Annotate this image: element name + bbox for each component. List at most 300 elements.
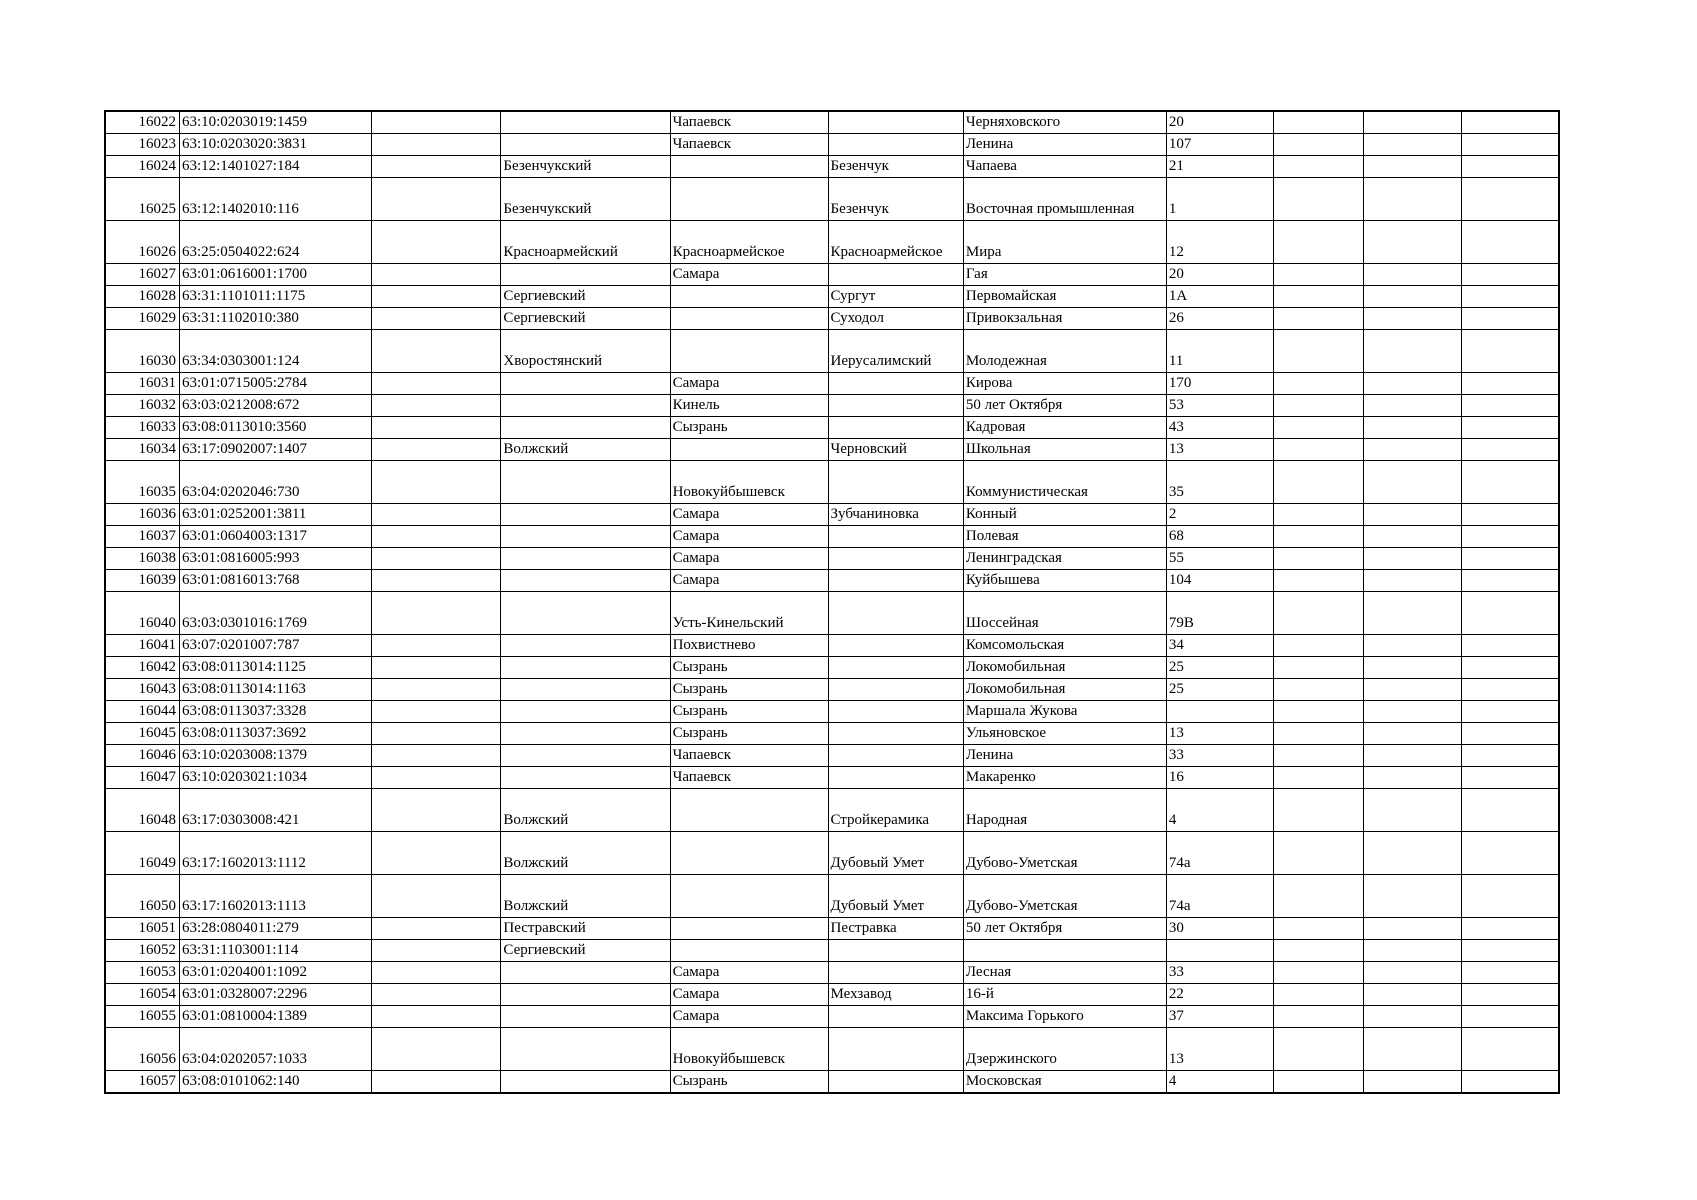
house-cell: 25 xyxy=(1166,657,1273,679)
street-cell: Ульяновское xyxy=(963,723,1166,745)
cadastral-number-cell: 63:12:1401027:184 xyxy=(179,156,371,178)
table-row xyxy=(105,308,1559,330)
empty-cell xyxy=(1274,526,1364,548)
row-number-cell: 16026 xyxy=(105,221,179,264)
district-cell xyxy=(501,526,670,548)
empty-cell xyxy=(1274,723,1364,745)
table-row xyxy=(105,679,1559,701)
empty-cell xyxy=(371,373,501,395)
locality-cell xyxy=(828,657,963,679)
city-cell: Самара xyxy=(670,962,828,984)
street-cell: Куйбышева xyxy=(963,570,1166,592)
row-number-cell: 16029 xyxy=(105,308,179,330)
empty-cell xyxy=(1274,592,1364,635)
table-row xyxy=(105,767,1559,789)
empty-cell xyxy=(1274,789,1364,832)
street-cell: Чапаева xyxy=(963,156,1166,178)
district-cell xyxy=(501,395,670,417)
empty-cell xyxy=(1274,984,1364,1006)
district-cell xyxy=(501,111,670,134)
cadastral-number-cell: 63:01:0604003:1317 xyxy=(179,526,371,548)
street-cell: Восточная промышленная xyxy=(963,178,1166,221)
empty-cell xyxy=(1274,940,1364,962)
street-cell: Лесная xyxy=(963,962,1166,984)
locality-cell xyxy=(828,767,963,789)
empty-cell xyxy=(371,875,501,918)
empty-cell xyxy=(1462,745,1559,767)
table-row xyxy=(105,548,1559,570)
row-number-cell: 16048 xyxy=(105,789,179,832)
table-row xyxy=(105,832,1559,875)
empty-cell xyxy=(1364,1006,1462,1028)
empty-cell xyxy=(1462,1006,1559,1028)
house-cell: 20 xyxy=(1166,111,1273,134)
locality-cell xyxy=(828,745,963,767)
locality-cell: Безенчук xyxy=(828,178,963,221)
empty-cell xyxy=(1274,1006,1364,1028)
row-number-cell: 16030 xyxy=(105,330,179,373)
cadastral-number-cell: 63:25:0504022:624 xyxy=(179,221,371,264)
row-number-cell: 16031 xyxy=(105,373,179,395)
city-cell: Самара xyxy=(670,1006,828,1028)
cadastral-number-cell: 63:31:1101011:1175 xyxy=(179,286,371,308)
district-cell xyxy=(501,984,670,1006)
empty-cell xyxy=(1364,373,1462,395)
street-cell: Московская xyxy=(963,1071,1166,1094)
house-cell: 2 xyxy=(1166,504,1273,526)
empty-cell xyxy=(1462,723,1559,745)
empty-cell xyxy=(1462,1071,1559,1094)
empty-cell xyxy=(1274,221,1364,264)
cadastral-number-cell: 63:12:1402010:116 xyxy=(179,178,371,221)
empty-cell xyxy=(1274,373,1364,395)
city-cell: Сызрань xyxy=(670,723,828,745)
empty-cell xyxy=(371,984,501,1006)
empty-cell xyxy=(371,1071,501,1094)
cadastral-number-cell: 63:03:0212008:672 xyxy=(179,395,371,417)
table-row xyxy=(105,1071,1559,1094)
district-cell xyxy=(501,592,670,635)
table-row xyxy=(105,461,1559,504)
empty-cell xyxy=(1274,308,1364,330)
table-row xyxy=(105,1006,1559,1028)
table-row xyxy=(105,940,1559,962)
house-cell: 79В xyxy=(1166,592,1273,635)
district-cell xyxy=(501,767,670,789)
empty-cell xyxy=(371,548,501,570)
locality-cell: Красноармейское xyxy=(828,221,963,264)
cadastral-number-cell: 63:17:0902007:1407 xyxy=(179,439,371,461)
table-row xyxy=(105,918,1559,940)
table-row xyxy=(105,723,1559,745)
city-cell: Новокуйбышевск xyxy=(670,461,828,504)
empty-cell xyxy=(371,330,501,373)
empty-cell xyxy=(1364,111,1462,134)
house-cell: 104 xyxy=(1166,570,1273,592)
row-number-cell: 16042 xyxy=(105,657,179,679)
cadastral-number-cell: 63:17:1602013:1112 xyxy=(179,832,371,875)
cadastral-number-cell: 63:17:0303008:421 xyxy=(179,789,371,832)
city-cell: Сызрань xyxy=(670,1071,828,1094)
table-row xyxy=(105,526,1559,548)
house-cell: 11 xyxy=(1166,330,1273,373)
locality-cell xyxy=(828,679,963,701)
street-cell: Локомобильная xyxy=(963,657,1166,679)
house-cell: 12 xyxy=(1166,221,1273,264)
row-number-cell: 16056 xyxy=(105,1028,179,1071)
city-cell: Похвистнево xyxy=(670,635,828,657)
empty-cell xyxy=(1364,875,1462,918)
table-row xyxy=(105,264,1559,286)
city-cell xyxy=(670,875,828,918)
empty-cell xyxy=(1462,178,1559,221)
empty-cell xyxy=(1364,570,1462,592)
empty-cell xyxy=(1462,789,1559,832)
table-row xyxy=(105,417,1559,439)
street-cell: 16-й xyxy=(963,984,1166,1006)
empty-cell xyxy=(371,635,501,657)
empty-cell xyxy=(1462,635,1559,657)
house-cell: 1А xyxy=(1166,286,1273,308)
empty-cell xyxy=(1274,156,1364,178)
table-row xyxy=(105,504,1559,526)
street-cell: Гая xyxy=(963,264,1166,286)
street-cell: Молодежная xyxy=(963,330,1166,373)
house-cell: 13 xyxy=(1166,1028,1273,1071)
table-row xyxy=(105,984,1559,1006)
empty-cell xyxy=(1364,962,1462,984)
row-number-cell: 16036 xyxy=(105,504,179,526)
locality-cell xyxy=(828,592,963,635)
locality-cell: Мехзавод xyxy=(828,984,963,1006)
locality-cell: Дубовый Умет xyxy=(828,832,963,875)
house-cell: 33 xyxy=(1166,962,1273,984)
cadastral-number-cell: 63:08:0113037:3692 xyxy=(179,723,371,745)
street-cell: Привокзальная xyxy=(963,308,1166,330)
cadastral-number-cell: 63:01:0816005:993 xyxy=(179,548,371,570)
city-cell: Самара xyxy=(670,984,828,1006)
street-cell: Школьная xyxy=(963,439,1166,461)
row-number-cell: 16050 xyxy=(105,875,179,918)
house-cell: 16 xyxy=(1166,767,1273,789)
empty-cell xyxy=(1462,330,1559,373)
empty-cell xyxy=(371,134,501,156)
street-cell: Дубово-Уметская xyxy=(963,875,1166,918)
district-cell xyxy=(501,1071,670,1094)
row-number-cell: 16039 xyxy=(105,570,179,592)
empty-cell xyxy=(1462,984,1559,1006)
empty-cell xyxy=(1274,178,1364,221)
district-cell xyxy=(501,701,670,723)
row-number-cell: 16040 xyxy=(105,592,179,635)
empty-cell xyxy=(371,701,501,723)
empty-cell xyxy=(1274,570,1364,592)
empty-cell xyxy=(371,286,501,308)
city-cell xyxy=(670,286,828,308)
street-cell: Маршала Жукова xyxy=(963,701,1166,723)
house-cell: 34 xyxy=(1166,635,1273,657)
row-number-cell: 16024 xyxy=(105,156,179,178)
empty-cell xyxy=(371,745,501,767)
empty-cell xyxy=(371,592,501,635)
empty-cell xyxy=(371,504,501,526)
row-number-cell: 16023 xyxy=(105,134,179,156)
row-number-cell: 16034 xyxy=(105,439,179,461)
empty-cell xyxy=(1274,745,1364,767)
district-cell: Пестравский xyxy=(501,918,670,940)
house-cell xyxy=(1166,701,1273,723)
empty-cell xyxy=(1462,940,1559,962)
cadastral-number-cell: 63:10:0203008:1379 xyxy=(179,745,371,767)
street-cell: 50 лет Октября xyxy=(963,918,1166,940)
cadastral-number-cell: 63:08:0113037:3328 xyxy=(179,701,371,723)
row-number-cell: 16027 xyxy=(105,264,179,286)
street-cell: Шоссейная xyxy=(963,592,1166,635)
empty-cell xyxy=(371,439,501,461)
empty-cell xyxy=(1364,504,1462,526)
city-cell: Самара xyxy=(670,264,828,286)
empty-cell xyxy=(1462,264,1559,286)
cadastral-number-cell: 63:08:0113010:3560 xyxy=(179,417,371,439)
street-cell: Кирова xyxy=(963,373,1166,395)
house-cell: 13 xyxy=(1166,439,1273,461)
cadastral-number-cell: 63:01:0810004:1389 xyxy=(179,1006,371,1028)
city-cell xyxy=(670,156,828,178)
empty-cell xyxy=(1364,156,1462,178)
row-number-cell: 16054 xyxy=(105,984,179,1006)
cadastral-number-cell: 63:01:0328007:2296 xyxy=(179,984,371,1006)
street-cell xyxy=(963,940,1166,962)
empty-cell xyxy=(1364,789,1462,832)
district-cell xyxy=(501,264,670,286)
empty-cell xyxy=(371,918,501,940)
row-number-cell: 16045 xyxy=(105,723,179,745)
locality-cell xyxy=(828,701,963,723)
locality-cell: Зубчаниновка xyxy=(828,504,963,526)
cadastral-number-cell: 63:08:0101062:140 xyxy=(179,1071,371,1094)
street-cell: Мира xyxy=(963,221,1166,264)
house-cell: 22 xyxy=(1166,984,1273,1006)
empty-cell xyxy=(1274,679,1364,701)
district-cell: Сергиевский xyxy=(501,940,670,962)
district-cell xyxy=(501,548,670,570)
empty-cell xyxy=(371,767,501,789)
empty-cell xyxy=(371,264,501,286)
house-cell: 4 xyxy=(1166,789,1273,832)
city-cell: Чапаевск xyxy=(670,745,828,767)
table-row xyxy=(105,330,1559,373)
locality-cell: Дубовый Умет xyxy=(828,875,963,918)
empty-cell xyxy=(1274,918,1364,940)
empty-cell xyxy=(371,417,501,439)
table-row xyxy=(105,657,1559,679)
empty-cell xyxy=(1462,679,1559,701)
house-cell: 170 xyxy=(1166,373,1273,395)
table-row xyxy=(105,395,1559,417)
empty-cell xyxy=(1462,875,1559,918)
locality-cell xyxy=(828,111,963,134)
empty-cell xyxy=(1462,308,1559,330)
row-number-cell: 16037 xyxy=(105,526,179,548)
empty-cell xyxy=(1364,134,1462,156)
table-row xyxy=(105,745,1559,767)
city-cell: Сызрань xyxy=(670,657,828,679)
district-cell xyxy=(501,134,670,156)
empty-cell xyxy=(1274,134,1364,156)
street-cell: 50 лет Октября xyxy=(963,395,1166,417)
empty-cell xyxy=(1364,178,1462,221)
city-cell: Самара xyxy=(670,548,828,570)
cadastral-number-cell: 63:01:0204001:1092 xyxy=(179,962,371,984)
cadastral-number-cell: 63:04:0202046:730 xyxy=(179,461,371,504)
empty-cell xyxy=(1364,264,1462,286)
empty-cell xyxy=(1274,1071,1364,1094)
locality-cell: Черновский xyxy=(828,439,963,461)
empty-cell xyxy=(1274,962,1364,984)
empty-cell xyxy=(1364,1071,1462,1094)
cadastral-number-cell: 63:01:0715005:2784 xyxy=(179,373,371,395)
empty-cell xyxy=(1462,657,1559,679)
city-cell: Кинель xyxy=(670,395,828,417)
cadastral-number-cell: 63:08:0113014:1125 xyxy=(179,657,371,679)
empty-cell xyxy=(1462,548,1559,570)
cadastral-number-cell: 63:10:0203019:1459 xyxy=(179,111,371,134)
street-cell: Комсомольская xyxy=(963,635,1166,657)
empty-cell xyxy=(371,1006,501,1028)
empty-cell xyxy=(1364,679,1462,701)
empty-cell xyxy=(1274,701,1364,723)
locality-cell xyxy=(828,635,963,657)
street-cell: Максима Горького xyxy=(963,1006,1166,1028)
empty-cell xyxy=(371,657,501,679)
district-cell xyxy=(501,1028,670,1071)
table-row xyxy=(105,875,1559,918)
table-row xyxy=(105,962,1559,984)
city-cell xyxy=(670,940,828,962)
locality-cell xyxy=(828,461,963,504)
empty-cell xyxy=(1462,570,1559,592)
empty-cell xyxy=(1462,701,1559,723)
empty-cell xyxy=(1364,308,1462,330)
empty-cell xyxy=(371,461,501,504)
table-row xyxy=(105,1028,1559,1071)
district-cell: Сергиевский xyxy=(501,308,670,330)
empty-cell xyxy=(1364,439,1462,461)
district-cell xyxy=(501,679,670,701)
city-cell xyxy=(670,789,828,832)
row-number-cell: 16035 xyxy=(105,461,179,504)
city-cell: Самара xyxy=(670,570,828,592)
empty-cell xyxy=(1462,395,1559,417)
row-number-cell: 16053 xyxy=(105,962,179,984)
district-cell xyxy=(501,570,670,592)
street-cell: Первомайская xyxy=(963,286,1166,308)
empty-cell xyxy=(1274,417,1364,439)
locality-cell: Стройкерамика xyxy=(828,789,963,832)
empty-cell xyxy=(1364,918,1462,940)
cadastral-number-cell: 63:08:0113014:1163 xyxy=(179,679,371,701)
locality-cell: Суходол xyxy=(828,308,963,330)
street-cell: Ленина xyxy=(963,134,1166,156)
locality-cell xyxy=(828,264,963,286)
row-number-cell: 16022 xyxy=(105,111,179,134)
table-row xyxy=(105,134,1559,156)
empty-cell xyxy=(1274,548,1364,570)
empty-cell xyxy=(1274,832,1364,875)
empty-cell xyxy=(1274,439,1364,461)
row-number-cell: 16049 xyxy=(105,832,179,875)
district-cell: Красноармейский xyxy=(501,221,670,264)
cadastral-number-cell: 63:17:1602013:1113 xyxy=(179,875,371,918)
district-cell xyxy=(501,745,670,767)
cadastral-number-cell: 63:01:0816013:768 xyxy=(179,570,371,592)
city-cell: Новокуйбышевск xyxy=(670,1028,828,1071)
empty-cell xyxy=(371,789,501,832)
row-number-cell: 16051 xyxy=(105,918,179,940)
row-number-cell: 16033 xyxy=(105,417,179,439)
row-number-cell: 16046 xyxy=(105,745,179,767)
district-cell xyxy=(501,504,670,526)
city-cell: Сызрань xyxy=(670,679,828,701)
empty-cell xyxy=(371,395,501,417)
empty-cell xyxy=(1274,461,1364,504)
empty-cell xyxy=(1364,723,1462,745)
empty-cell xyxy=(1274,767,1364,789)
street-cell: Коммунистическая xyxy=(963,461,1166,504)
empty-cell xyxy=(1364,548,1462,570)
empty-cell xyxy=(371,940,501,962)
empty-cell xyxy=(1462,111,1559,134)
empty-cell xyxy=(1462,526,1559,548)
empty-cell xyxy=(1462,1028,1559,1071)
house-cell: 25 xyxy=(1166,679,1273,701)
cadastral-number-cell: 63:34:0303001:124 xyxy=(179,330,371,373)
locality-cell xyxy=(828,395,963,417)
district-cell xyxy=(501,723,670,745)
empty-cell xyxy=(371,111,501,134)
house-cell: 107 xyxy=(1166,134,1273,156)
locality-cell: Пестравка xyxy=(828,918,963,940)
empty-cell xyxy=(1274,330,1364,373)
locality-cell: Иерусалимский xyxy=(828,330,963,373)
table-row xyxy=(105,286,1559,308)
empty-cell xyxy=(1462,832,1559,875)
row-number-cell: 16057 xyxy=(105,1071,179,1094)
empty-cell xyxy=(1364,940,1462,962)
empty-cell xyxy=(371,1028,501,1071)
cadastral-number-cell: 63:03:0301016:1769 xyxy=(179,592,371,635)
empty-cell xyxy=(371,526,501,548)
table-row xyxy=(105,635,1559,657)
street-cell: Ленинградская xyxy=(963,548,1166,570)
district-cell xyxy=(501,635,670,657)
cadastral-number-cell: 63:04:0202057:1033 xyxy=(179,1028,371,1071)
empty-cell xyxy=(1364,221,1462,264)
empty-cell xyxy=(1274,1028,1364,1071)
table-row xyxy=(105,111,1559,134)
house-cell xyxy=(1166,940,1273,962)
city-cell: Чапаевск xyxy=(670,111,828,134)
street-cell: Народная xyxy=(963,789,1166,832)
city-cell: Самара xyxy=(670,526,828,548)
empty-cell xyxy=(1364,745,1462,767)
locality-cell xyxy=(828,962,963,984)
house-cell: 26 xyxy=(1166,308,1273,330)
district-cell: Волжский xyxy=(501,832,670,875)
city-cell: Сызрань xyxy=(670,701,828,723)
empty-cell xyxy=(1274,395,1364,417)
city-cell xyxy=(670,308,828,330)
